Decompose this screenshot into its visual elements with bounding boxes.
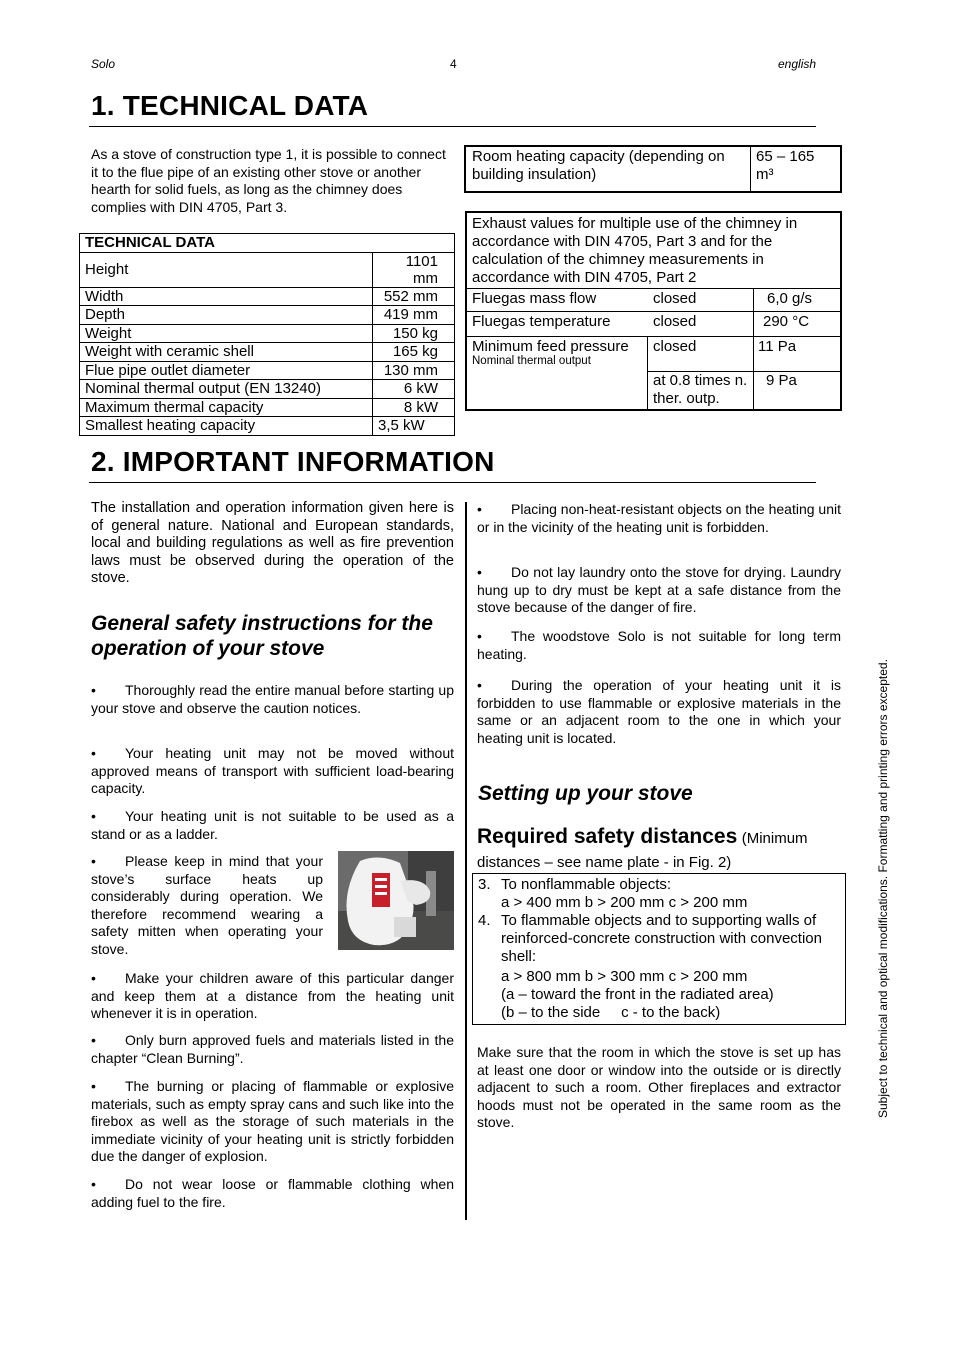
setup-heading: Setting up your stove [478, 782, 693, 805]
bullet-icon: • [91, 1032, 96, 1048]
distance-item-values: a > 800 mm b > 300 mm c > 200 mm [501, 968, 748, 985]
mitten-icon [338, 851, 454, 950]
list-item-text: The burning or placing of flammable or explosive materials, such as empty spray cans and such like into the firebox as well as the storage of such materials in the immediate vicinity of your heating unit is strictly forbidden due the danger of explosion. [91, 1078, 454, 1165]
safety-mitten-photo [338, 851, 454, 950]
list-item-text: Your heating unit is not suitable to be used as a stand or as a ladder. [91, 808, 454, 842]
bullet-icon: • [91, 682, 96, 698]
safety-distances-box [472, 873, 846, 1025]
section-important-information-title: 2. IMPORTANT INFORMATION [91, 446, 495, 477]
distances-note-a: (Minimum [741, 830, 808, 847]
bullet-icon: • [477, 628, 482, 644]
row-value: 165 kg [373, 343, 455, 362]
distance-note: (b – to the side c - to the back) [501, 1004, 721, 1021]
row-value: 1101 mm [373, 252, 455, 287]
distance-item-title: To flammable objects and to supporting walls of reinforced-concrete construction with convection shell: [501, 912, 822, 965]
list-item-text: Only burn approved fuels and materials listed in the chapter “Clean Burning”. [91, 1032, 454, 1066]
divider [467, 311, 840, 312]
divider [753, 288, 754, 409]
list-item [91, 1176, 454, 1211]
divider [647, 336, 648, 409]
header-page-number: 4 [450, 57, 457, 71]
side-disclaimer: Subject to technical and optical modifications. Formatting and printing errors excepted. [876, 659, 890, 1118]
row-label: Weight [80, 324, 373, 343]
list-item-text: Do not wear loose or flammable clothing when adding fuel to the fire. [91, 1176, 454, 1210]
room-heating-capacity-table [464, 145, 842, 193]
row-condition: at 0.8 times n. ther. outp. [653, 372, 748, 407]
bullet-icon: • [477, 501, 482, 517]
row-label: Depth [80, 306, 373, 325]
room-capacity-label: Room heating capacity (depending on building insulation) [472, 148, 725, 183]
exhaust-values-table [465, 211, 842, 411]
tech-intro-text: As a stove of construction type 1, it is possible to connect it to the flue pipe of an existing other stove or another hearth for solid fuels, as long as the chimney does complies with DIN 4705, Part 3. [91, 146, 446, 215]
bullet-icon: • [91, 1078, 96, 1094]
list-item [477, 501, 841, 536]
room-requirements-text: Make sure that the room in which the stove is set up has at least one door or window into the outside or is directly adjacent to such a room. Other fireplaces and extractor hoods must not be operated in the same room as the stove. [477, 1044, 841, 1131]
list-item [91, 970, 454, 1023]
technical-data-table [79, 233, 455, 436]
row-label: Minimum feed pressure [472, 338, 629, 355]
bullet-icon: • [91, 853, 96, 869]
list-item [91, 1078, 454, 1166]
row-value: 6 kW [373, 380, 455, 399]
exhaust-header: Exhaust values for multiple use of the chimney in accordance with DIN 4705, Part 3 and for the calculation of the chimney measurements in accordance with DIN 4705, Part 2 [472, 215, 798, 286]
list-item-text: The woodstove Solo is not suitable for long term heating. [477, 628, 841, 662]
header-doc-name: Solo [91, 57, 116, 71]
distance-note: (a – toward the front in the radiated area) [501, 986, 774, 1003]
column-divider [465, 502, 467, 1220]
row-label: Width [80, 287, 373, 306]
table-row [80, 343, 455, 362]
row-value: 150 kg [373, 324, 455, 343]
row-value: 290 °C [763, 313, 810, 330]
row-value: 419 mm [373, 306, 455, 325]
list-item [91, 853, 323, 959]
item-number: 3. [478, 876, 491, 893]
row-condition: closed [653, 313, 697, 330]
row-value: 552 mm [373, 287, 455, 306]
bullet-icon: • [91, 1176, 96, 1192]
row-label: Smallest heating capacity [80, 417, 373, 436]
list-item [477, 564, 841, 617]
divider [467, 288, 840, 289]
distance-item-values: a > 400 mm b > 200 mm c > 200 mm [501, 894, 748, 911]
important-intro-text: The installation and operation information given here is of general nature. National and European standards, local and building regulations as well as fire prevention laws must be observed during the operation of the stove. [91, 500, 454, 587]
section-1-rule [89, 126, 816, 127]
list-item [91, 745, 454, 798]
safety-instructions-heading: General safety instructions for the operation of your stove [91, 612, 433, 660]
list-item [91, 682, 454, 717]
row-label: Weight with ceramic shell [80, 343, 373, 362]
row-sublabel: Nominal thermal output [472, 355, 591, 367]
row-value: 130 mm [373, 361, 455, 380]
row-value: 8 kW [373, 398, 455, 417]
list-item [91, 1032, 454, 1067]
header-language: english [778, 57, 817, 71]
divider [750, 147, 751, 191]
list-item-text: Placing non-heat-resistant objects on the heating unit or in the vicinity of the heating unit is forbidden. [477, 501, 841, 535]
table-row [80, 306, 455, 325]
table-row [80, 324, 455, 343]
list-item-text: Make your children aware of this particular danger and keep them at a distance from the heating unit whenever it is in operation. [91, 970, 454, 1022]
table-row [80, 398, 455, 417]
room-capacity-value: 65 – 165 m³ [756, 148, 815, 183]
row-value: 11 Pa [758, 338, 797, 355]
list-item-text: Thoroughly read the entire manual before starting up your stove and observe the caution notices. [91, 682, 454, 716]
distances-note-b: distances – see name plate - in Fig. 2) [477, 854, 732, 871]
list-item-text: Please keep in mind that your stove’s surface heats up considerably during operation. We therefore recommend wearing a safety mitten when operating your stove. [91, 853, 323, 957]
list-item [477, 677, 841, 747]
section-2-rule [89, 482, 816, 483]
bullet-icon: • [91, 745, 96, 761]
row-label: Fluegas mass flow [472, 290, 597, 307]
distance-item-title: To nonflammable objects: [501, 876, 672, 893]
item-number: 4. [478, 912, 491, 929]
bullet-icon: • [477, 677, 482, 693]
table-row [80, 287, 455, 306]
bullet-icon: • [91, 808, 96, 824]
list-item-text: During the operation of your heating unit it is forbidden to use flammable or explosive materials in the same or an adjacent room to the one in which your heating unit is located. [477, 677, 841, 746]
table-row [80, 380, 455, 399]
list-item [91, 808, 454, 843]
table-row [80, 361, 455, 380]
row-label: Nominal thermal output (EN 13240) [80, 380, 373, 399]
section-technical-data-title: 1. TECHNICAL DATA [91, 90, 369, 121]
table-header: TECHNICAL DATA [80, 234, 455, 253]
row-value: 3,5 kW [373, 417, 455, 436]
row-condition: closed [653, 338, 697, 355]
table-row [80, 252, 455, 287]
row-label: Height [80, 252, 373, 287]
row-label: Flue pipe outlet diameter [80, 361, 373, 380]
list-item-text: Do not lay laundry onto the stove for drying. Laundry hung up to dry must be kept at a safe distance from the stove because of the danger of fire. [477, 564, 841, 616]
list-item-text: Your heating unit may not be moved without approved means of transport with sufficient load-bearing capacity. [91, 745, 454, 797]
safety-distances-heading: Required safety distances [477, 825, 738, 848]
table-row [80, 417, 455, 436]
list-item [477, 628, 841, 663]
safety-distances-heading-block [477, 827, 847, 849]
bullet-icon: • [91, 970, 96, 986]
bullet-icon: • [477, 564, 482, 580]
row-label: Maximum thermal capacity [80, 398, 373, 417]
row-condition: closed [653, 290, 697, 307]
row-label: Fluegas temperature [472, 313, 611, 330]
row-value: 6,0 g/s [767, 290, 813, 307]
row-value: 9 Pa [766, 372, 797, 389]
divider [467, 336, 840, 337]
